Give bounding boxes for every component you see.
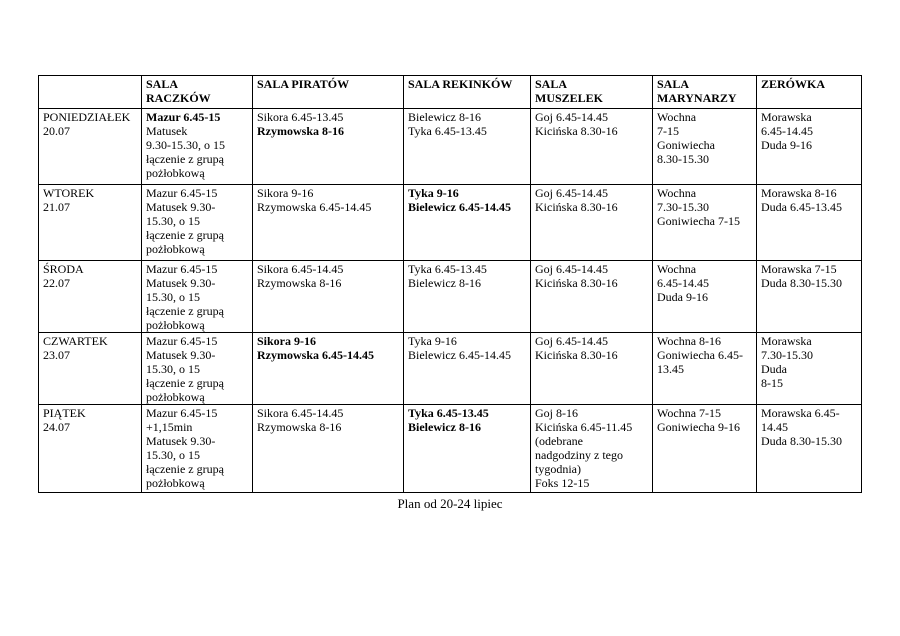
staff-entry: Sikora 6.45-14.45 Rzymowska 8-16 [257, 406, 344, 434]
schedule-cell [404, 405, 531, 493]
schedule-cell [531, 333, 653, 405]
schedule-cell [142, 333, 253, 405]
schedule-cell [142, 405, 253, 493]
schedule-cell [253, 109, 404, 185]
schedule-cell [531, 261, 653, 333]
staff-entry: Rzymowska 8-16 [257, 124, 344, 138]
schedule-cell [142, 185, 253, 261]
schedule-cell [253, 405, 404, 493]
schedule-cell [757, 185, 862, 261]
staff-entry: Matusek 9.30-15.30, o 15 łączenie z grupą pożłobkową [146, 124, 225, 180]
table-row [39, 109, 862, 185]
header-cell-rekinkow: SALA REKINKÓW [404, 76, 531, 109]
staff-entry: Bielewicz 8-16 Tyka 6.45-13.45 [408, 110, 487, 138]
schedule-cell [757, 405, 862, 493]
day-cell [39, 109, 142, 185]
staff-entry: Mazur 6.45-15 Matusek 9.30- 15.30, o 15 łączenie z grupą pożłobkową [146, 334, 224, 404]
schedule-cell [142, 261, 253, 333]
schedule-cell [653, 333, 757, 405]
schedule-cell [253, 261, 404, 333]
schedule-caption: Plan od 20-24 lipiec [397, 496, 503, 511]
day-cell [39, 405, 142, 493]
schedule-cell [404, 185, 531, 261]
schedule-cell [653, 405, 757, 493]
staff-entry: Morawska 8-16 Duda 6.45-13.45 [761, 186, 842, 214]
day-label: WTOREK 21.07 [43, 186, 95, 214]
staff-entry: Wochna 7-15 Goniwiecha 8.30-15.30 [657, 110, 715, 166]
schedule-cell [142, 109, 253, 185]
day-label: PONIEDZIAŁEK 20.07 [43, 110, 131, 138]
table-row [39, 405, 862, 493]
schedule-cell [253, 333, 404, 405]
schedule-cell [531, 185, 653, 261]
staff-entry: Tyka 6.45-13.45 Bielewicz 8-16 [408, 262, 487, 290]
staff-entry: Wochna 7.30-15.30 Goniwiecha 7-15 [657, 186, 740, 228]
staff-entry: Morawska 7.30-15.30 Duda 8-15 [761, 334, 813, 390]
staff-entry: Tyka 9-16 Bielewicz 6.45-14.45 [408, 334, 511, 362]
day-label: PIĄTEK 24.07 [43, 406, 86, 434]
schedule-cell [653, 261, 757, 333]
header-cell-empty [39, 76, 142, 109]
schedule-cell [757, 261, 862, 333]
schedule-cell [404, 261, 531, 333]
schedule-cell [653, 109, 757, 185]
header-row [39, 76, 862, 109]
schedule-cell [653, 185, 757, 261]
staff-entry: Sikora 6.45-13.45 [257, 110, 344, 124]
header-cell-piratow: SALA PIRATÓW [253, 76, 404, 109]
header-cell-zerowka: ZERÓWKA [757, 76, 862, 109]
header-cell-marynarzy: SALA MARYNARZY [653, 76, 757, 109]
day-cell [39, 185, 142, 261]
header-cell-raczkow: SALA RACZKÓW [142, 76, 253, 109]
staff-entry: Mazur 6.45-15 Matusek 9.30- 15.30, o 15 łączenie z grupą pożłobkową [146, 186, 224, 256]
staff-entry: Sikora 9-16 Rzymowska 6.45-14.45 [257, 186, 372, 214]
staff-entry: Goj 6.45-14.45 Kicińska 8.30-16 [535, 110, 618, 138]
staff-entry: Morawska 6.45- 14.45 Duda 8.30-15.30 [761, 406, 842, 448]
table-row [39, 333, 862, 405]
staff-entry: Tyka 6.45-13.45 Bielewicz 8-16 [408, 406, 489, 434]
schedule-cell [404, 109, 531, 185]
staff-entry: Tyka 9-16 Bielewicz 6.45-14.45 [408, 186, 511, 214]
schedule-cell [757, 109, 862, 185]
staff-entry: Mazur 6.45-15 +1,15min Matusek 9.30- 15.30, o 15 łączenie z grupą pożłobkową [146, 406, 224, 490]
staff-entry: Sikora 6.45-14.45 Rzymowska 8-16 [257, 262, 344, 290]
day-label: ŚRODA 22.07 [43, 262, 84, 290]
day-label: CZWARTEK 23.07 [43, 334, 108, 362]
day-cell [39, 333, 142, 405]
staff-entry: Goj 8-16 Kicińska 6.45-11.45 (odebrane nadgodziny z tego tygodnia) Foks 12-15 [535, 406, 633, 490]
staff-entry: Goj 6.45-14.45 Kicińska 8.30-16 [535, 262, 618, 290]
staff-entry: Sikora 9-16 Rzymowska 6.45-14.45 [257, 334, 374, 362]
staff-entry: Wochna 6.45-14.45 Duda 9-16 [657, 262, 709, 304]
staff-entry: Wochna 8-16 Goniwiecha 6.45- 13.45 [657, 334, 743, 376]
day-cell [39, 261, 142, 333]
schedule-cell [404, 333, 531, 405]
staff-entry: Wochna 7-15 Goniwiecha 9-16 [657, 406, 740, 434]
staff-entry: Mazur 6.45-15 [146, 110, 221, 124]
schedule-cell [253, 185, 404, 261]
schedule-cell [531, 109, 653, 185]
schedule-cell [531, 405, 653, 493]
table-row [39, 185, 862, 261]
header-cell-muszelek: SALA MUSZELEK [531, 76, 653, 109]
staff-entry: Mazur 6.45-15 Matusek 9.30- 15.30, o 15 łączenie z grupą pożłobkową [146, 262, 224, 332]
staff-entry: Morawska 7-15 Duda 8.30-15.30 [761, 262, 842, 290]
table-row [39, 261, 862, 333]
schedule-table [38, 75, 862, 493]
staff-entry: Goj 6.45-14.45 Kicińska 8.30-16 [535, 334, 618, 362]
schedule-cell [757, 333, 862, 405]
staff-entry: Morawska 6.45-14.45 Duda 9-16 [761, 110, 813, 152]
staff-entry: Goj 6.45-14.45 Kicińska 8.30-16 [535, 186, 618, 214]
